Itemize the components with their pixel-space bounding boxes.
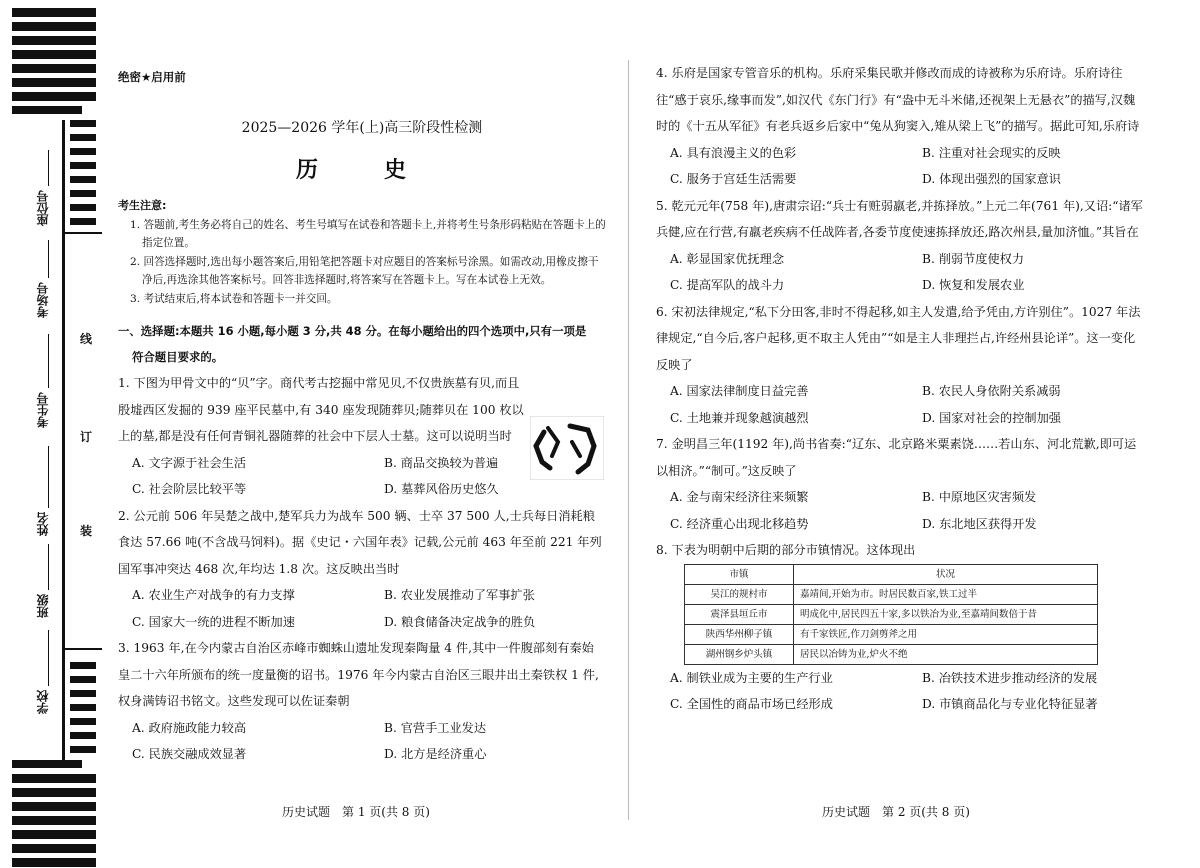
binding-bar	[12, 106, 82, 114]
question-stem: 3. 1963 年,在今内蒙古自治区赤峰市蜘蛛山遗址发现秦陶量 4 件,其中一件腹部刻有秦始皇二十六年所颁布的统一度量衡的诏书。1976 年今内蒙古自治区三眼井出土秦铁权 1 件,权身满铸诏书铭文。这些发现可以佐证秦朝	[118, 641, 599, 708]
binding-bar	[70, 718, 96, 725]
binding-bar	[70, 134, 96, 141]
table-cell: 居民以冶铸为业,炉火不绝	[794, 644, 1098, 664]
table-cell: 嘉靖间,开始为市。时居民数百家,铁工过半	[794, 584, 1098, 604]
binding-bar	[70, 176, 96, 183]
option-c: C. 社会阶层比较平等	[132, 482, 247, 496]
question-stem: 6. 宋初法律规定,“私下分田客,非时不得起移,如主人发遣,给予凭由,方许别住”。1027 年法律规定,“自今后,客户起移,更不取主人凭由”“如是主人非理拦占,许经州县论详”。这一变化反映了	[656, 304, 1141, 372]
question-stem: 4. 乐府是国家专管音乐的机构。乐府采集民歌并修改而成的诗被称为乐府诗。乐府诗往往“感于哀乐,缘事而发”,如汉代《东门行》有“盎中无斗米储,还视架上无悬衣”的描写,汉魏时的《十五从军征》有老兵返乡后家中“兔从狗窦入,雉从梁上飞”的描写。据此可知,乐府诗	[656, 66, 1140, 133]
market-towns-table	[684, 564, 1098, 665]
table-row	[685, 584, 1098, 604]
binding-bar	[70, 190, 96, 197]
page-2	[656, 60, 1146, 718]
class-label: 班级	[36, 594, 50, 618]
option-d: D. 国家对社会的控制加强	[922, 410, 1061, 425]
table-header: 市镇	[685, 564, 794, 584]
section-heading-line: 符合题目要求的。	[132, 350, 224, 364]
table-cell: 吴江的规村市	[685, 584, 794, 604]
table-cell: 震泽县垣丘市	[685, 604, 794, 624]
binding-bar	[70, 120, 96, 127]
binding-cut-line	[62, 120, 65, 760]
oracle-bone-bei-image	[530, 416, 604, 480]
student-no-line	[48, 334, 49, 388]
binding-bar	[12, 858, 96, 867]
option-a: A. 具有浪漫主义的色彩	[670, 145, 797, 160]
binding-tick	[62, 232, 102, 234]
question-4	[656, 60, 1146, 193]
binding-bar	[12, 802, 96, 811]
question-1	[118, 370, 606, 503]
option-b: B. 官营手工业发达	[384, 720, 487, 735]
option-d: D. 墓葬风俗历史悠久	[384, 482, 499, 496]
binding-bar	[12, 816, 96, 825]
question-7	[656, 431, 1146, 537]
binding-bar	[12, 830, 96, 839]
option-c: C. 服务于宫廷生活需要	[670, 172, 797, 186]
name-label: 姓名	[36, 512, 50, 536]
school-label: 学校	[36, 690, 50, 714]
binding-bar	[12, 78, 96, 87]
exam-room-line	[48, 240, 49, 278]
exam-title: 2025—2026 学年(上)高三阶段性检测	[241, 119, 483, 136]
question-stem: 2. 公元前 506 年吴楚之战中,楚军兵力为战车 500 辆、士卒 37 500 人,士兵每日消耗粮食达 57.66 吨(不含战马饲料)。据《史记・六国年表》记载,公元前 463 年至前 221 年列国军事冲突达 468 次,年均达 1.8 次。这反映出当时	[118, 508, 602, 576]
option-b: B. 农民人身依附关系减弱	[922, 384, 1061, 398]
school-line	[48, 630, 49, 686]
student-no-label: 考生号	[36, 392, 50, 428]
table-header-row	[685, 564, 1098, 584]
table-row	[685, 644, 1098, 664]
notice-item: 3. 考试结束后,将本试卷和答题卡一并交回。	[130, 292, 338, 305]
binding-bar	[12, 774, 96, 783]
binding-bar	[12, 788, 96, 797]
exam-room-label: 考场号	[36, 282, 50, 318]
confidential-mark: 绝密★启用前	[118, 70, 186, 84]
binding-bar	[70, 732, 96, 739]
question-3	[118, 635, 606, 768]
binding-bar	[70, 704, 96, 711]
binding-bar	[12, 64, 96, 73]
section-heading	[118, 318, 606, 370]
binding-bar	[12, 844, 96, 853]
option-a: A. 金与南宋经济往来频繁	[670, 490, 809, 504]
binding-bar	[70, 746, 96, 753]
option-b: B. 削弱节度使权力	[922, 251, 1025, 266]
option-a: A. 制铁业成为主要的生产行业	[670, 670, 833, 685]
option-a: A. 农业生产对战争的有力支撑	[132, 588, 295, 602]
option-a: A. 文字源于社会生活	[132, 455, 247, 470]
option-a: A. 国家法律制度日益完善	[670, 384, 809, 398]
table-cell: 明成化中,居民四五十家,多以铁冶为业,至嘉靖间数倍于昔	[794, 604, 1098, 624]
binding-bar	[70, 218, 96, 225]
page-1	[118, 60, 606, 768]
notice-item: 2. 回答选择题时,选出每小题答案后,用铅笔把答题卡对应题目的答案标号涂黑。如需改动,用橡皮擦干净后,再选涂其他答案标号。回答非选择题时,将答案写在答题卡上。写在本试卷上无效。	[130, 255, 599, 286]
binding-bar	[70, 162, 96, 169]
question-5	[656, 193, 1146, 299]
binding-bar	[70, 204, 96, 211]
question-8	[656, 537, 1146, 718]
binding-bar	[70, 690, 96, 697]
option-b: B. 注重对社会现实的反映	[922, 145, 1061, 160]
binding-bar	[70, 148, 96, 155]
option-d: D. 东北地区获得开发	[922, 516, 1037, 531]
option-c: C. 提高军队的战斗力	[670, 278, 785, 292]
notice-item: 1. 答题前,考生务必将自己的姓名、考生号填写在试卷和答题卡上,并将考生号条形码粘贴在答题卡上的指定位置。	[130, 218, 606, 249]
question-6	[656, 299, 1146, 432]
option-d: D. 粮食储备决定战争的胜负	[384, 614, 536, 629]
page-1-footer: 历史试题 第 1 页(共 8 页)	[282, 805, 430, 819]
option-d: D. 北方是经济重心	[384, 747, 487, 761]
table-header: 状况	[794, 564, 1098, 584]
option-c: C. 国家大一统的进程不断加速	[132, 614, 295, 629]
question-stem: 8. 下表为明朝中后期的部分市镇情况。这体现出	[656, 543, 916, 557]
option-d: D. 恢复和发展农业	[922, 278, 1025, 292]
binding-bar	[12, 36, 96, 45]
page-2-footer: 历史试题 第 2 页(共 8 页)	[822, 805, 970, 819]
seat-line	[48, 150, 49, 186]
question-2	[118, 503, 606, 636]
binding-bar	[12, 50, 96, 59]
option-d: D. 体现出强烈的国家意识	[922, 172, 1061, 186]
option-c: C. 土地兼并现象越演越烈	[670, 410, 809, 425]
question-stem: 5. 乾元元年(758 年),唐肃宗诏:“兵士有赃弱羸老,并拣择放。”上元二年(761 年),又诏:“诸军兵健,应在行营,有羸老疾病不任战阵者,各委节度使速拣择放还,路次州县,量加济恤。”其旨在	[656, 198, 1143, 239]
binding-bar	[70, 676, 96, 683]
table-cell: 陕西华州柳子镇	[685, 624, 794, 644]
option-b: B. 商品交换较为普遍	[384, 455, 499, 470]
option-c: C. 全国性的商品市场已经形成	[670, 697, 833, 711]
binding-bar	[12, 8, 96, 17]
section-heading-line: 一、选择题:本题共 16 小题,每小题 3 分,共 48 分。在每小题给出的四个选项中,只有一项是	[118, 324, 587, 338]
binding-bar	[70, 662, 96, 669]
question-stem: 1. 下图为甲骨文中的“贝”字。商代考古挖掘中常见贝,不仅贵族墓有贝,而且殷墟西区发掘的 939 座平民墓中,有 340 座发现随葬贝;随葬贝在 100 枚以上的墓,都是没有任何青铜礼器随葬的社会中下层人士墓。这可以说明当时	[118, 376, 524, 443]
table-cell: 有千家铁匠,作刀剑剪斧之用	[794, 624, 1098, 644]
table-row	[685, 624, 1098, 644]
option-c: C. 民族交融成效显著	[132, 747, 247, 761]
name-line	[48, 446, 49, 508]
binding-bar	[12, 92, 96, 101]
page-divider	[628, 60, 629, 820]
option-c: C. 经济重心出现北移趋势	[670, 516, 809, 531]
option-b: B. 冶铁技术进步推动经济的发展	[922, 670, 1098, 685]
table-row	[685, 604, 1098, 624]
binding-tick	[62, 648, 102, 650]
class-line	[48, 544, 49, 590]
binding-bar	[12, 22, 96, 31]
option-d: D. 市镇商品化与专业化特征显著	[922, 697, 1098, 711]
table-cell: 湖州钢乡炉头镇	[685, 644, 794, 664]
seat-label: 座位号	[36, 190, 50, 226]
option-b: B. 中原地区灾害频发	[922, 490, 1037, 504]
seal-bind-word: 装	[80, 524, 93, 538]
seal-line-word: 线	[80, 332, 93, 346]
option-a: A. 政府施政能力较高	[132, 720, 247, 735]
question-stem: 7. 金明昌三年(1192 年),尚书省奏:“辽东、北京路米粟素饶……若山东、河北荒歉,即可运以相济。”“制可。”这反映了	[656, 437, 1137, 478]
option-a: A. 彰显国家优抚理念	[670, 251, 785, 266]
binding-bar	[12, 760, 82, 768]
seal-order-word: 订	[80, 430, 93, 444]
notice-title: 考生注意:	[118, 198, 167, 212]
option-b: B. 农业发展推动了军事扩张	[384, 588, 535, 602]
subject-title: 历 史	[295, 157, 428, 183]
